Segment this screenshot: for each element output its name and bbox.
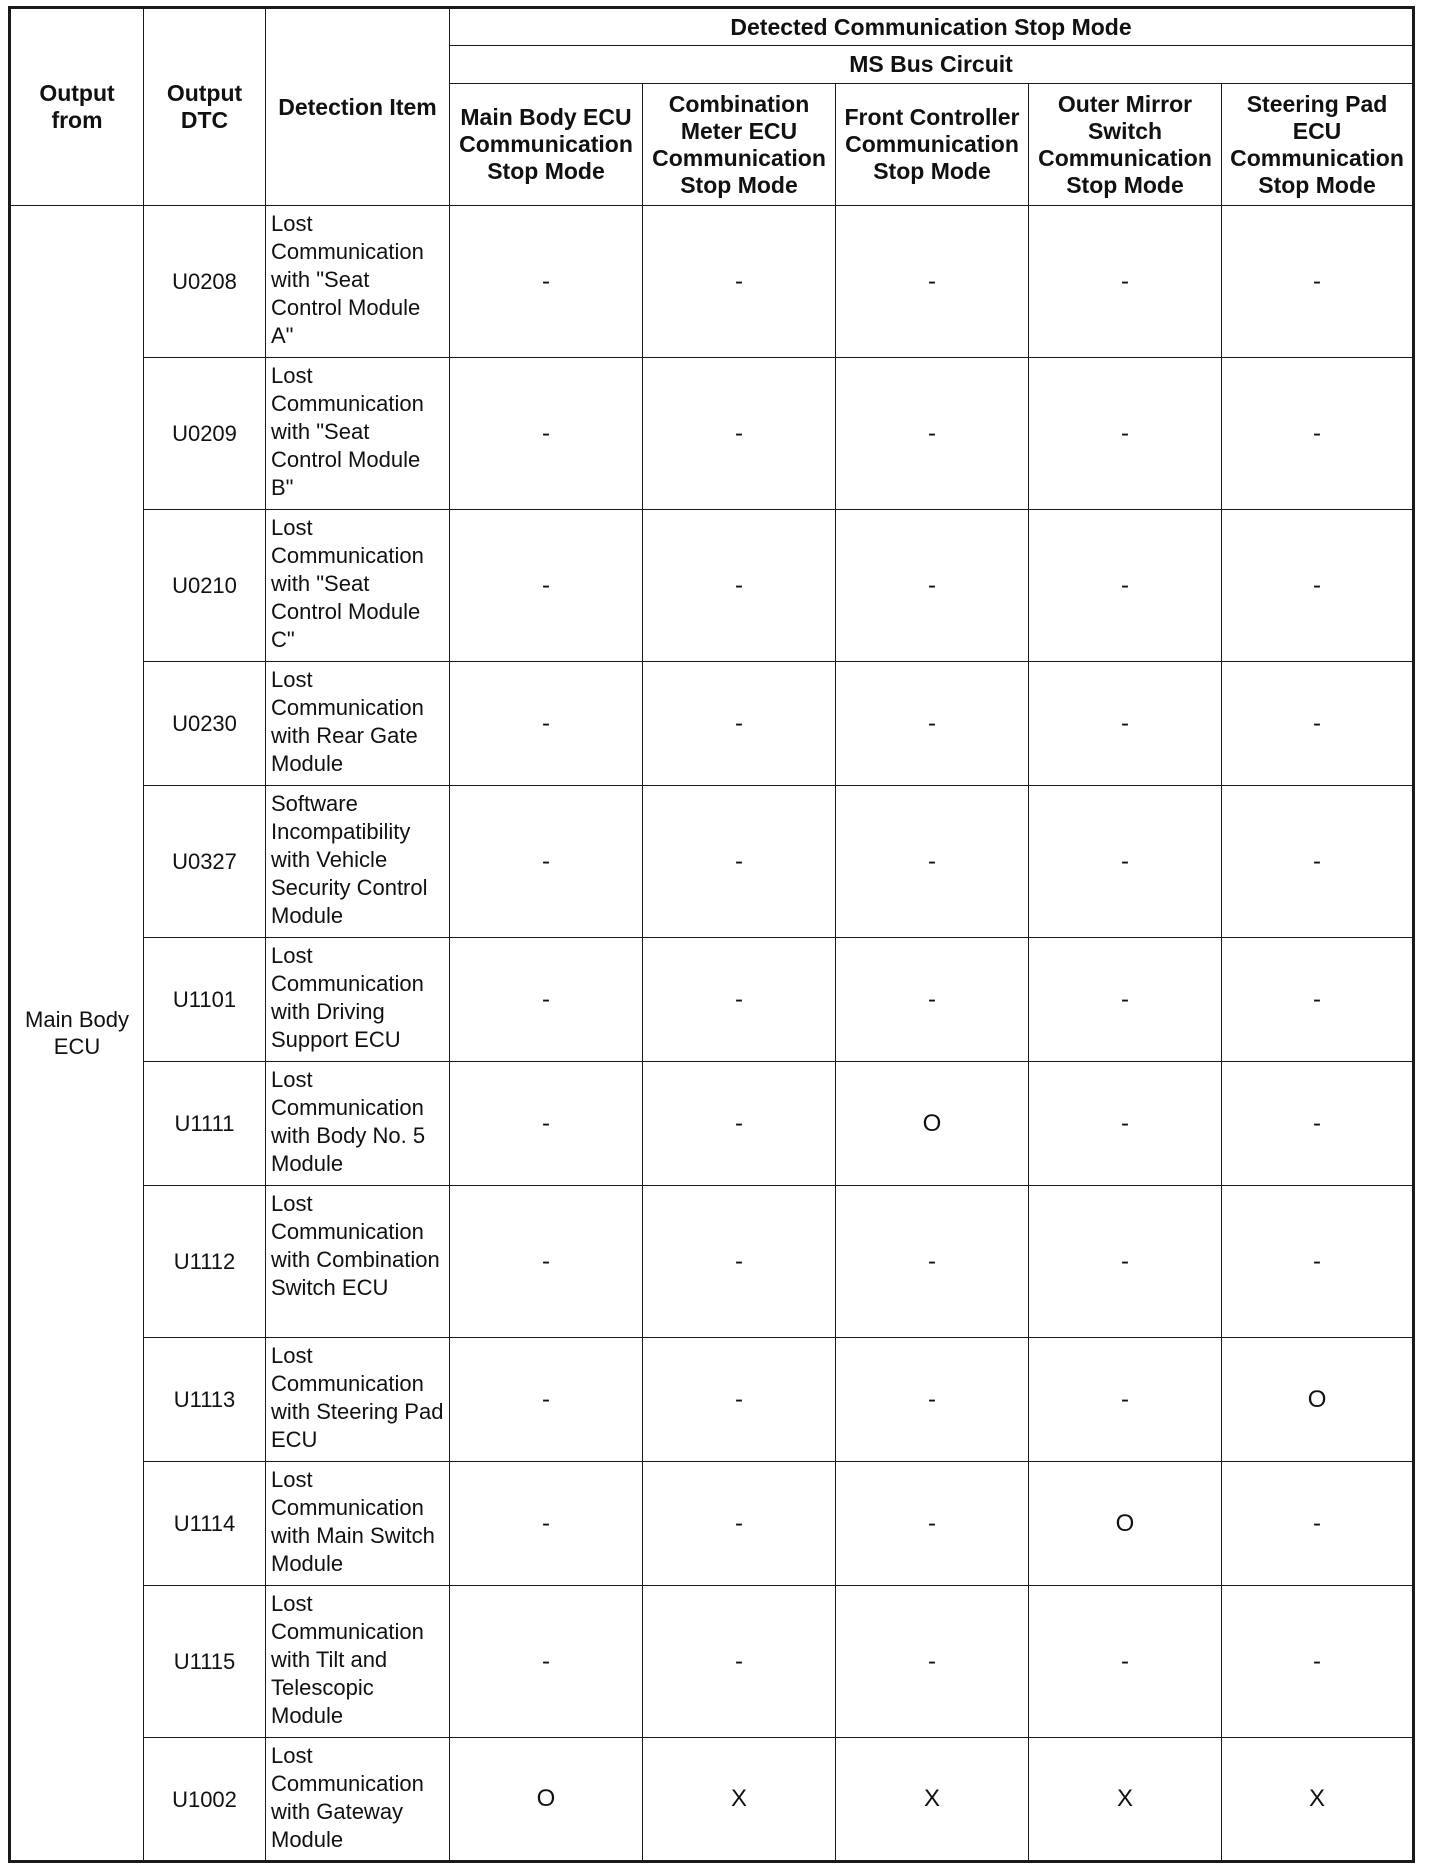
stop-mode-mark-cell: - <box>1029 1062 1222 1186</box>
detection-item-cell: Lost Communication with Driving Support ECU <box>266 938 450 1062</box>
detection-item-cell: Lost Communication with "Seat Control Module C" <box>266 510 450 662</box>
stop-mode-mark-cell: O <box>1222 1338 1414 1462</box>
table-row <box>10 1738 1414 1862</box>
dtc-code-cell: U0327 <box>144 786 266 938</box>
stop-mode-mark-cell: - <box>643 1338 836 1462</box>
stop-mode-mark-cell: - <box>1029 206 1222 358</box>
dtc-code-cell: U0210 <box>144 510 266 662</box>
stop-mode-mark-cell: - <box>450 206 643 358</box>
header-detected-communication-stop-mode: Detected Communication Stop Mode <box>450 8 1414 46</box>
dtc-code-cell: U0209 <box>144 358 266 510</box>
dtc-communication-stop-table <box>8 6 1415 1863</box>
stop-mode-mark-cell: - <box>1222 786 1414 938</box>
stop-mode-mark-cell: X <box>1222 1738 1414 1862</box>
stop-mode-mark-cell: - <box>1029 1586 1222 1738</box>
header-ms-bus-circuit: MS Bus Circuit <box>450 46 1414 84</box>
stop-mode-mark-cell: - <box>450 786 643 938</box>
detection-item-cell: Lost Communication with Rear Gate Module <box>266 662 450 786</box>
stop-mode-mark-cell: - <box>450 358 643 510</box>
header-col-main-body-ecu: Main Body ECU Communication Stop Mode <box>450 84 643 206</box>
table-row <box>10 1462 1414 1586</box>
header-col-combination-meter-ecu: Combination Meter ECU Communication Stop Mode <box>643 84 836 206</box>
header-col-outer-mirror-switch: Outer Mirror Switch Communication Stop Mode <box>1029 84 1222 206</box>
dtc-code-cell: U1101 <box>144 938 266 1062</box>
stop-mode-mark-cell: - <box>1222 1462 1414 1586</box>
stop-mode-mark-cell: - <box>1222 938 1414 1062</box>
stop-mode-mark-cell: - <box>836 1586 1029 1738</box>
header-output-dtc: Output DTC <box>144 8 266 206</box>
stop-mode-mark-cell: X <box>1029 1738 1222 1862</box>
stop-mode-mark-cell: - <box>1029 510 1222 662</box>
table-row <box>10 1586 1414 1738</box>
stop-mode-mark-cell: - <box>450 510 643 662</box>
dtc-code-cell: U1115 <box>144 1586 266 1738</box>
stop-mode-mark-cell: - <box>1029 358 1222 510</box>
detection-item-cell: Lost Communication with Gateway Module <box>266 1738 450 1862</box>
table-row <box>10 510 1414 662</box>
stop-mode-mark-cell: - <box>1222 1186 1414 1338</box>
header-col-steering-pad-ecu: Steering Pad ECU Communication Stop Mode <box>1222 84 1414 206</box>
stop-mode-mark-cell: - <box>836 786 1029 938</box>
detection-item-cell: Lost Communication with Steering Pad ECU <box>266 1338 450 1462</box>
table-row <box>10 1186 1414 1338</box>
stop-mode-mark-cell: X <box>643 1738 836 1862</box>
stop-mode-mark-cell: - <box>450 662 643 786</box>
dtc-code-cell: U1112 <box>144 1186 266 1338</box>
stop-mode-mark-cell: - <box>1222 510 1414 662</box>
stop-mode-mark-cell: - <box>836 510 1029 662</box>
header-col-front-controller: Front Controller Communication Stop Mode <box>836 84 1029 206</box>
dtc-code-cell: U1114 <box>144 1462 266 1586</box>
stop-mode-mark-cell: - <box>1222 206 1414 358</box>
stop-mode-mark-cell: - <box>450 1462 643 1586</box>
stop-mode-mark-cell: - <box>1222 358 1414 510</box>
stop-mode-mark-cell: - <box>643 206 836 358</box>
stop-mode-mark-cell: - <box>836 1462 1029 1586</box>
stop-mode-mark-cell: - <box>643 1062 836 1186</box>
table-row <box>10 662 1414 786</box>
stop-mode-mark-cell: - <box>1222 662 1414 786</box>
table-row <box>10 358 1414 510</box>
header-detection-item: Detection Item <box>266 8 450 206</box>
stop-mode-mark-cell: - <box>643 1586 836 1738</box>
stop-mode-mark-cell: - <box>643 358 836 510</box>
stop-mode-mark-cell: - <box>1222 1586 1414 1738</box>
detection-item-cell: Software Incompatibility with Vehicle Security Control Module <box>266 786 450 938</box>
dtc-code-cell: U1111 <box>144 1062 266 1186</box>
dtc-code-cell: U1002 <box>144 1738 266 1862</box>
dtc-code-cell: U1113 <box>144 1338 266 1462</box>
stop-mode-mark-cell: - <box>836 1186 1029 1338</box>
stop-mode-mark-cell: - <box>643 938 836 1062</box>
stop-mode-mark-cell: - <box>1029 1186 1222 1338</box>
detection-item-cell: Lost Communication with Combination Switch ECU <box>266 1186 450 1338</box>
stop-mode-mark-cell: - <box>836 938 1029 1062</box>
stop-mode-mark-cell: O <box>836 1062 1029 1186</box>
detection-item-cell: Lost Communication with "Seat Control Module B" <box>266 358 450 510</box>
stop-mode-mark-cell: - <box>643 662 836 786</box>
detection-item-cell: Lost Communication with Main Switch Module <box>266 1462 450 1586</box>
stop-mode-mark-cell: - <box>1029 938 1222 1062</box>
stop-mode-mark-cell: X <box>836 1738 1029 1862</box>
header-output-from: Output from <box>10 8 144 206</box>
output-from-cell: Main Body ECU <box>10 206 144 1862</box>
stop-mode-mark-cell: O <box>450 1738 643 1862</box>
stop-mode-mark-cell: - <box>836 206 1029 358</box>
table-row <box>10 786 1414 938</box>
stop-mode-mark-cell: - <box>1029 786 1222 938</box>
detection-item-cell: Lost Communication with Body No. 5 Module <box>266 1062 450 1186</box>
stop-mode-mark-cell: - <box>643 1186 836 1338</box>
stop-mode-mark-cell: - <box>1029 662 1222 786</box>
stop-mode-mark-cell: - <box>450 938 643 1062</box>
detection-item-cell: Lost Communication with "Seat Control Module A" <box>266 206 450 358</box>
stop-mode-mark-cell: - <box>643 510 836 662</box>
stop-mode-mark-cell: - <box>450 1586 643 1738</box>
stop-mode-mark-cell: O <box>1029 1462 1222 1586</box>
stop-mode-mark-cell: - <box>643 1462 836 1586</box>
dtc-code-cell: U0208 <box>144 206 266 358</box>
stop-mode-mark-cell: - <box>836 662 1029 786</box>
dtc-code-cell: U0230 <box>144 662 266 786</box>
table-row <box>10 938 1414 1062</box>
stop-mode-mark-cell: - <box>643 786 836 938</box>
stop-mode-mark-cell: - <box>836 358 1029 510</box>
stop-mode-mark-cell: - <box>450 1062 643 1186</box>
table-body <box>10 206 1414 1862</box>
stop-mode-mark-cell: - <box>1222 1062 1414 1186</box>
stop-mode-mark-cell: - <box>450 1186 643 1338</box>
table-row <box>10 1062 1414 1186</box>
stop-mode-mark-cell: - <box>450 1338 643 1462</box>
table-row <box>10 206 1414 358</box>
stop-mode-mark-cell: - <box>836 1338 1029 1462</box>
table-row <box>10 1338 1414 1462</box>
detection-item-cell: Lost Communication with Tilt and Telescopic Module <box>266 1586 450 1738</box>
dtc-document <box>8 6 1412 1862</box>
stop-mode-mark-cell: - <box>1029 1338 1222 1462</box>
